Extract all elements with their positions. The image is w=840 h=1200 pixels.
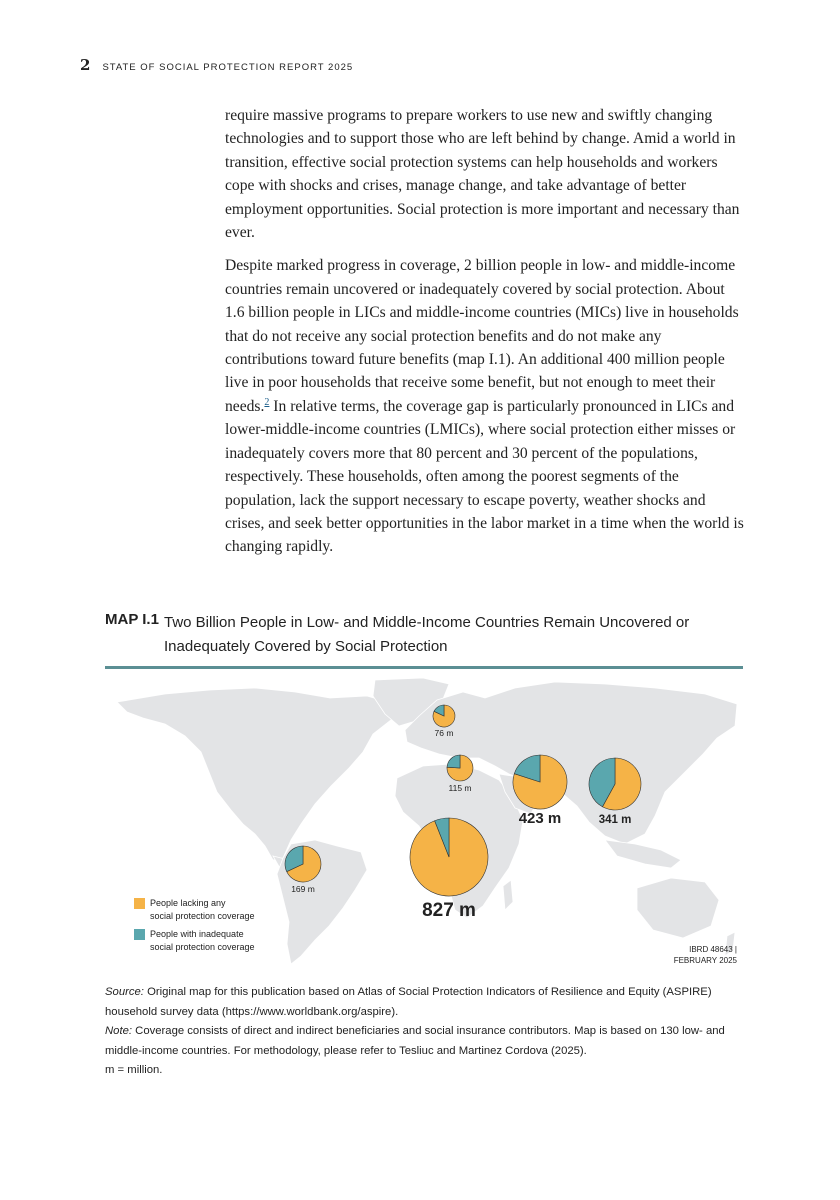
note bbox=[105, 1022, 745, 1061]
running-head bbox=[80, 56, 353, 74]
world-map-svg bbox=[105, 674, 745, 974]
ibrd-date: FEBRUARY 2025 bbox=[673, 956, 737, 965]
pie-total-label: 827 m bbox=[422, 900, 476, 921]
report-title: STATE OF SOCIAL PROTECTION REPORT 2025 bbox=[102, 62, 354, 73]
source-label: Source: bbox=[105, 986, 144, 998]
legend-inadequate-line1: People with inadequate bbox=[150, 929, 244, 939]
pie-total-label: 169 m bbox=[291, 884, 315, 894]
paragraph-2-part-b: In relative terms, the coverage gap is particularly pronounced in LICs and lower-middle-income countries (LMICs), where social protection either misses or inadequately covers more that 80 percent and 30 percent of the populations, respectively. These households, often among the poorest segments of the population, lack the support necessary to escape poverty, weather shocks and crises, and seek better opportunities in the labor market in a time when the world is changing rapidly. bbox=[225, 397, 744, 556]
map-title: Two Billion People in Low- and Middle-Income Countries Remain Uncovered or Inadequately Covered by Social Protection bbox=[164, 614, 690, 655]
page-number: 2 bbox=[80, 56, 91, 74]
land-se-asia-islands bbox=[605, 840, 681, 868]
pie-inadequate-slice bbox=[447, 755, 460, 768]
legend-inadequate-line2: social protection coverage bbox=[150, 942, 255, 952]
paragraph-2 bbox=[225, 254, 745, 558]
footnote-link[interactable]: 2 bbox=[264, 396, 270, 408]
source-text: Original map for this publication based on Atlas of Social Protection Indicators of Resilience and Equity (ASPIRE) household survey data (https://www.worldbank.org/aspire). bbox=[105, 986, 712, 1018]
note-text: Coverage consists of direct and indirect beneficiaries and social insurance contributors. Map is based on 130 low- and middle-income countries. For methodology, please refer to Tesliuc and Martinez Cordova (2025). bbox=[105, 1025, 725, 1057]
note-label: Note: bbox=[105, 1025, 133, 1037]
legend-swatch-inadequate bbox=[134, 929, 145, 940]
body-text bbox=[225, 104, 745, 569]
map-notes bbox=[105, 983, 745, 1081]
paragraph-1: require massive programs to prepare workers to use new and swiftly changing technologies and to support those who are left behind by change. Amid a world in transition, effective social protection systems can help households and workers cope with shocks and crises, manage change, and take advantage of better employment opportunities. Social protection is more important and necessary than ever. bbox=[225, 107, 740, 242]
legend-lacking-line2: social protection coverage bbox=[150, 911, 255, 921]
source-note bbox=[105, 983, 745, 1022]
pie-0 bbox=[433, 705, 455, 738]
pie-total-label: 76 m bbox=[434, 728, 454, 738]
pie-total-label: 341 m bbox=[598, 814, 632, 826]
paragraph-2-part-a: Despite marked progress in coverage, 2 billion people in low- and middle-income countries remain uncovered or inadequately covered by social protection. About 1.6 billion people in LICs and middle-income countries (MICs) live in households that do not receive any social protection benefits and do not make any contributions toward future benefits (map I.1). An additional 400 million people live in poor households that receive some benefit, but not enough to meet their needs. bbox=[225, 257, 739, 415]
legend-lacking-line1: People lacking any bbox=[150, 898, 226, 908]
land-madagascar bbox=[503, 880, 513, 910]
world-map bbox=[105, 674, 745, 974]
land-australia bbox=[637, 878, 719, 938]
legend-swatch-lacking bbox=[134, 898, 145, 909]
land-north-america bbox=[117, 688, 395, 860]
map-legend bbox=[134, 898, 255, 952]
unit-note: m = million. bbox=[105, 1064, 163, 1076]
land-masses bbox=[117, 678, 737, 964]
pie-total-label: 115 m bbox=[448, 783, 472, 793]
pie-1 bbox=[447, 755, 473, 793]
pie-total-label: 423 m bbox=[518, 810, 562, 827]
pie-2 bbox=[513, 755, 567, 827]
map-title-rule bbox=[105, 666, 743, 669]
ibrd-stamp bbox=[674, 944, 737, 966]
ibrd-number: IBRD 48643 | bbox=[689, 945, 737, 954]
map-label: MAP I.1 bbox=[105, 611, 159, 628]
